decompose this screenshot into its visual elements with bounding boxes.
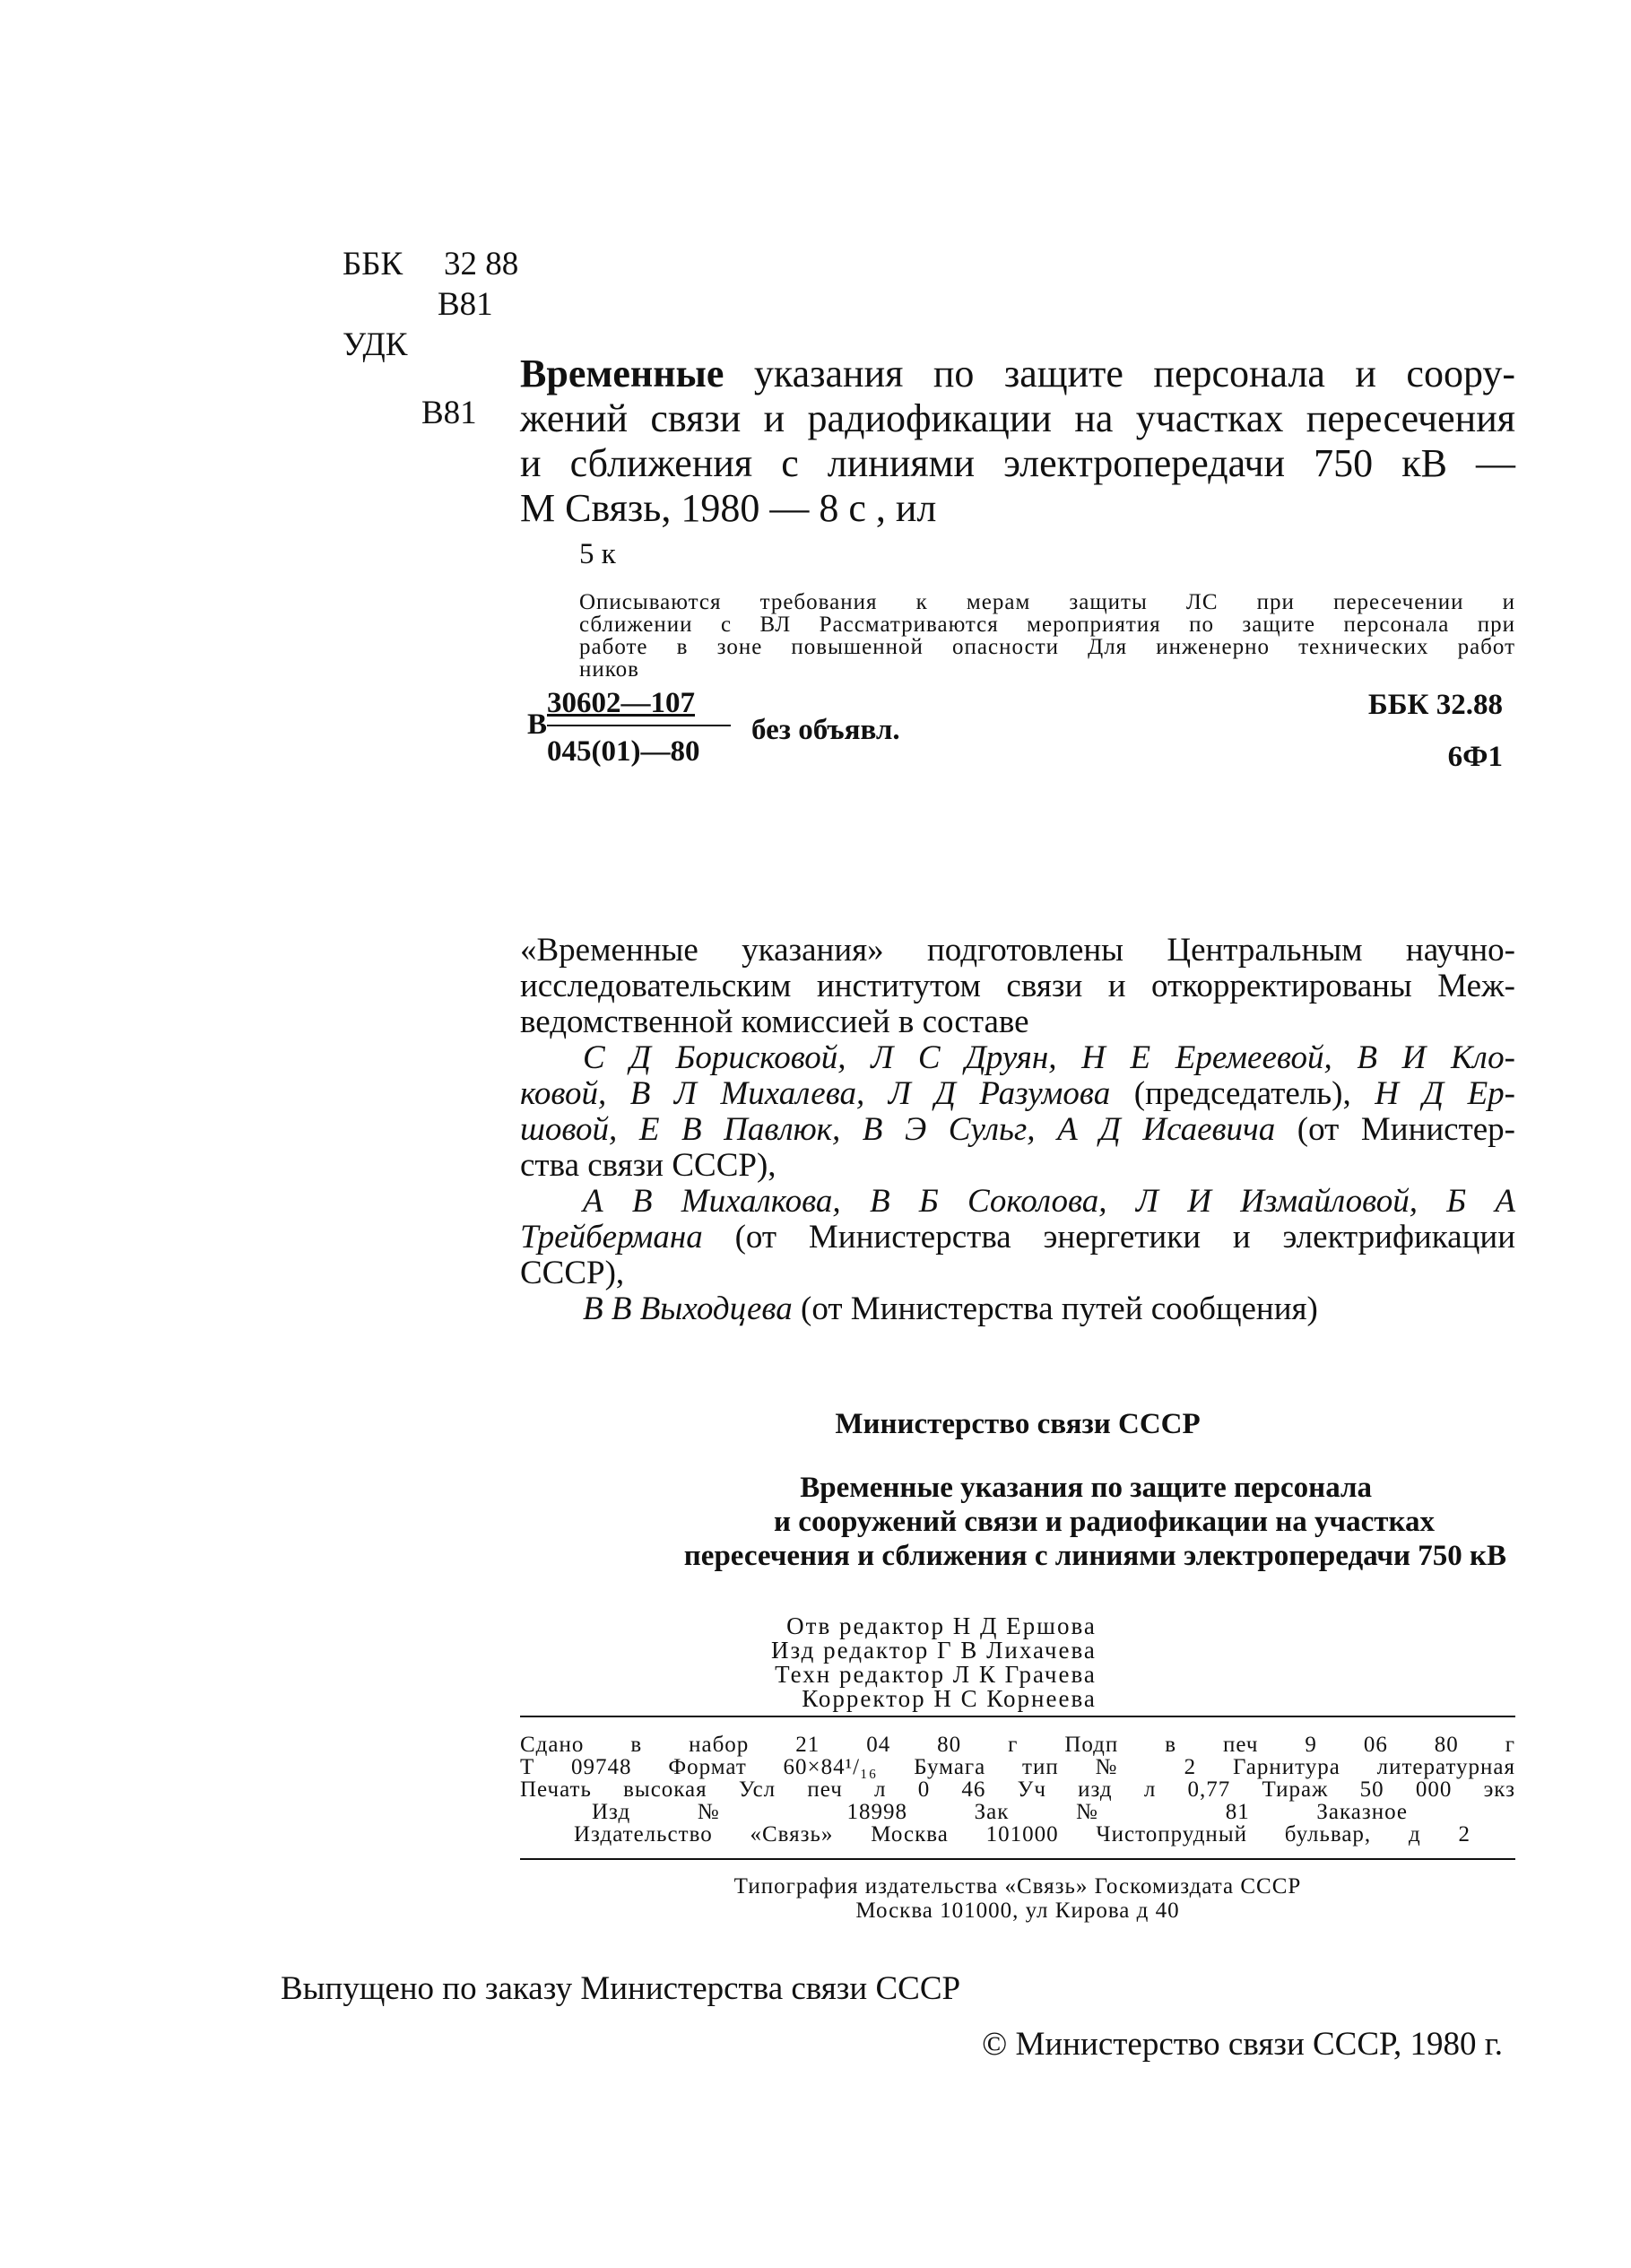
authors-paragraph: [520, 933, 1515, 1327]
pub-line: [520, 1778, 1515, 1801]
index-fraction-bar: [547, 725, 731, 726]
author-mark: В81: [438, 286, 493, 323]
publication-data: [520, 1734, 1515, 1846]
copyright-notice: © Министерство связи СССР, 1980 г.: [982, 2026, 1503, 2063]
authors-text: (от Министерства путей сообщения): [792, 1290, 1318, 1327]
card-title-line: и сближения с линиями электропередачи 750 кВ —: [520, 441, 1515, 485]
authors-text: (от Министерства энергетики и электрификации: [702, 1219, 1515, 1256]
index-numerator: [547, 687, 695, 720]
ministry-heading: Министерство связи СССР: [835, 1408, 1201, 1440]
authors-text: «Временные указания» подготовлены Центральным научно-: [520, 932, 1515, 969]
author-names: С Д Борисковой, Л С Друян, Н Е Еремеевой, В И Кло-: [583, 1039, 1515, 1076]
pub-field: Чистопрудный бульвар, д 2: [1096, 1822, 1471, 1847]
pub-line: [520, 1734, 1515, 1756]
divider: [520, 1858, 1515, 1860]
author-names: А В Михалкова, В Б Соколова, Л И Измайловой, Б А: [583, 1183, 1515, 1220]
card-title-rest: указания по защите персонала и соору-: [753, 352, 1516, 395]
annotation-line: ников: [579, 657, 639, 682]
index-letter: В: [527, 708, 548, 741]
book-title-line: пересечения и сближения с линиями электропередачи 750 кВ: [683, 1540, 1506, 1572]
udk-label: УДК: [343, 326, 408, 363]
pub-line: [520, 1823, 1515, 1846]
pub-field: Формат 60×84¹/₁₆: [668, 1755, 878, 1779]
editorial-credits: [771, 1614, 1097, 1711]
authors-line: [520, 1220, 1515, 1256]
pub-field: Усл печ л 0 46: [738, 1777, 986, 1802]
index-bbk: ББК 32.88: [1367, 689, 1503, 721]
printer-info: [520, 1874, 1515, 1923]
authors-text: СССР),: [520, 1255, 625, 1291]
pub-field: Заказное: [1316, 1800, 1409, 1824]
pub-line: [520, 1756, 1515, 1778]
author-names: В В Выходцева: [583, 1290, 793, 1327]
pub-field: Тираж 50 000 экз: [1262, 1777, 1515, 1802]
pub-field: Гарнитура литературная: [1232, 1755, 1516, 1779]
pub-field: Т 09748: [520, 1755, 632, 1779]
authors-text: (председатель),: [1110, 1075, 1375, 1112]
author-names: шовой, Е В Павлюк, В Э Сульг, А Д Исаевича: [520, 1111, 1276, 1148]
authors-line: [520, 1040, 1515, 1076]
card-imprint-line: М Связь, 1980 — 8 с , ил: [520, 486, 937, 530]
authors-text: исследовательским институтом связи и откорректированы Меж-: [520, 968, 1515, 1004]
pub-field: Москва 101000: [871, 1822, 1059, 1847]
printer-line: Москва 101000, ул Кирова д 40: [855, 1899, 1180, 1923]
card-price: 5 к: [579, 538, 616, 570]
book-title: [538, 1471, 1506, 1573]
pub-field: Бумага тип № 2: [914, 1755, 1197, 1779]
divider: [520, 1716, 1515, 1717]
credit-line: Корректор Н С Корнеева: [802, 1685, 1097, 1712]
card-title-line: [520, 352, 1515, 396]
card-author-mark: В81: [421, 395, 477, 431]
pub-field: Подп в печ 9 06 80 г: [1064, 1733, 1516, 1757]
pub-field: Печать высокая: [520, 1777, 707, 1802]
index-denominator: 045(01)—80: [547, 735, 700, 768]
authors-line: [520, 1004, 1515, 1040]
authors-line: [520, 933, 1515, 969]
card-title-lead: Временные: [520, 352, 724, 395]
bbk-label: ББК: [343, 246, 403, 282]
annotation-line: сближении с ВЛ Рассматриваются мероприятия по защите персонала при: [579, 613, 1515, 637]
authors-line: [520, 969, 1515, 1004]
author-names: Н Д Ер-: [1375, 1075, 1515, 1112]
annotation-line: Описываются требования к мерам защиты ЛС при пересечении и: [579, 590, 1515, 614]
credit-line: Техн редактор Л К Грачева: [775, 1661, 1097, 1688]
authors-line: [520, 1256, 1515, 1291]
authors-text: ства связи СССР),: [520, 1147, 776, 1184]
card-annotation: [579, 591, 1515, 681]
authors-line: [520, 1291, 1515, 1327]
catalog-card: [520, 352, 1515, 681]
author-names: Трейбермана: [520, 1219, 703, 1256]
pub-field: Изд № 18998: [592, 1800, 908, 1824]
authors-text: (от Министер-: [1275, 1111, 1516, 1148]
pub-field: Издательство «Связь»: [574, 1822, 834, 1847]
author-names: ковой, В Л Михалева, Л Д Разумова: [520, 1075, 1111, 1112]
authors-text: ведомственной комиссией в составе: [520, 1004, 1029, 1040]
index-note: без объявл.: [751, 714, 900, 746]
authors-line: [520, 1076, 1515, 1112]
book-title-line: Временные указания по защите персонала: [800, 1472, 1372, 1504]
card-title-line: жений связи и радиофикации на участках пересечения: [520, 396, 1515, 440]
book-title-line: и сооружений связи и радиофикации на участках: [774, 1506, 1435, 1538]
pub-field: Сдано в набор 21 04 80 г: [520, 1733, 1019, 1757]
pub-field: Зак № 81: [974, 1800, 1250, 1824]
pub-line: [520, 1801, 1515, 1823]
credit-line: Отв редактор Н Д Ершова: [786, 1612, 1097, 1639]
printer-line: Типография издательства «Связь» Госкомиздата СССР: [733, 1874, 1302, 1899]
authors-line: [520, 1148, 1515, 1184]
index-class: 6Ф1: [1447, 741, 1503, 773]
index-numerator-text: 30602—107: [547, 687, 695, 719]
issued-note: Выпущено по заказу Министерства связи СССР: [281, 1970, 961, 2007]
credit-line: Изд редактор Г В Лихачева: [771, 1637, 1097, 1664]
authors-line: [520, 1184, 1515, 1220]
pub-field: Уч изд л 0,77: [1017, 1777, 1231, 1802]
authors-line: [520, 1112, 1515, 1148]
annotation-line: работе в зоне повышенной опасности Для инженерно технических работ: [579, 635, 1515, 659]
bbk-code: 32 88: [444, 246, 519, 282]
